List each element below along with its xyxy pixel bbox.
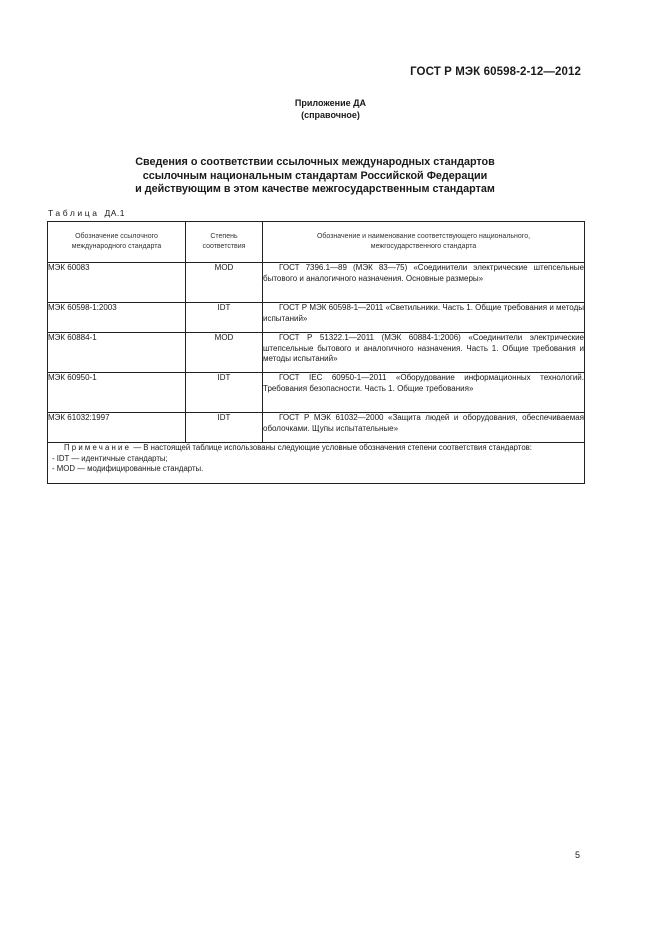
degree-cell: IDT: [186, 303, 263, 333]
header-national-standard: [263, 222, 585, 263]
table-row: [48, 263, 585, 303]
section-heading: [100, 156, 530, 197]
heading-line-1: Сведения о соответствии ссылочных международных стандартов: [135, 156, 495, 168]
intl-standard-cell: МЭК 60598-1:2003: [48, 303, 186, 333]
intl-standard-cell: МЭК 61032:1997: [48, 413, 186, 443]
national-standard-cell: [263, 333, 585, 373]
correspondence-table: [47, 221, 585, 484]
note-intro: [48, 443, 584, 454]
national-standard-cell: [263, 413, 585, 443]
table-header-row: [48, 222, 585, 263]
table-caption: [48, 208, 125, 218]
note-item-idt: - IDT — идентичные стандарты;: [52, 453, 168, 463]
annex-title: Приложение ДА: [294, 98, 367, 108]
national-standard-text: ГОСТ Р 51322.1—2011 (МЭК 60884-1:2006) «Соединители электрические штепсельные бытового и аналогичного назначения. Часть 1. Общие требования и методы испытаний»: [263, 333, 584, 363]
intl-standard-cell: МЭК 60884-1: [48, 333, 186, 373]
degree-cell: MOD: [186, 333, 263, 373]
note-text: — В настоящей таблице использованы следующие условные обозначения степени соответствия стандартов:: [133, 443, 532, 452]
national-standard-cell: [263, 303, 585, 333]
table-row: [48, 303, 585, 333]
table-row: [48, 333, 585, 373]
degree-cell: MOD: [186, 263, 263, 303]
degree-cell: IDT: [186, 373, 263, 413]
national-standard-cell: [263, 263, 585, 303]
national-standard-text: ГОСТ 7396.1—89 (МЭК 83—75) «Соединители электрические штепсельные бытового и аналогичного назначения. Основные размеры»: [263, 263, 584, 283]
table-note-row: [48, 443, 585, 484]
table-caption-label: Таблица: [48, 208, 100, 218]
table-note: [48, 443, 585, 484]
intl-standard-cell: МЭК 60950-1: [48, 373, 186, 413]
national-standard-text: ГОСТ IEC 60950-1—2011 «Оборудование информационных технологий. Требования безопасности. Часть 1. Общие требования»: [263, 373, 584, 393]
national-standard-cell: [263, 373, 585, 413]
document-code: ГОСТ Р МЭК 60598-2-12—2012: [410, 66, 581, 78]
table-row: [48, 373, 585, 413]
header-national-line-2: межгосударственного стандарта: [370, 243, 477, 250]
note-item-mod: - MOD — модифицированные стандарты.: [52, 464, 204, 473]
header-intl-line-2: международного стандарта: [71, 243, 162, 250]
note-label: Примечание: [64, 443, 132, 452]
annex-subtitle: (справочное): [301, 110, 360, 120]
header-degree-line-1: Степень: [210, 233, 238, 240]
national-standard-text: ГОСТ Р МЭК 61032—2000 «Защита людей и оборудования, обеспечиваемая оболочками. Щупы испытательные»: [263, 413, 584, 433]
heading-line-3: и действующим в этом качестве межгосударственным стандартам: [135, 183, 495, 195]
header-degree: [186, 222, 263, 263]
degree-cell: IDT: [186, 413, 263, 443]
heading-line-2: ссылочным национальным стандартам Российской Федерации: [142, 169, 488, 182]
national-standard-text: ГОСТ Р МЭК 60598-1—2011 «Светильники. Часть 1. Общие требования и методы испытаний»: [263, 303, 584, 323]
header-degree-line-2: соответствия: [202, 243, 246, 250]
table-row: [48, 413, 585, 443]
annex-block: [0, 97, 661, 121]
header-intl-standard: [48, 222, 186, 263]
header-intl-line-1: Обозначение ссылочного: [75, 233, 158, 240]
header-national-line-1: Обозначение и наименование соответствующего национального,: [316, 233, 531, 240]
intl-standard-cell: МЭК 60083: [48, 263, 186, 303]
table-caption-number: ДА.1: [104, 208, 126, 218]
page-number: 5: [575, 850, 581, 860]
